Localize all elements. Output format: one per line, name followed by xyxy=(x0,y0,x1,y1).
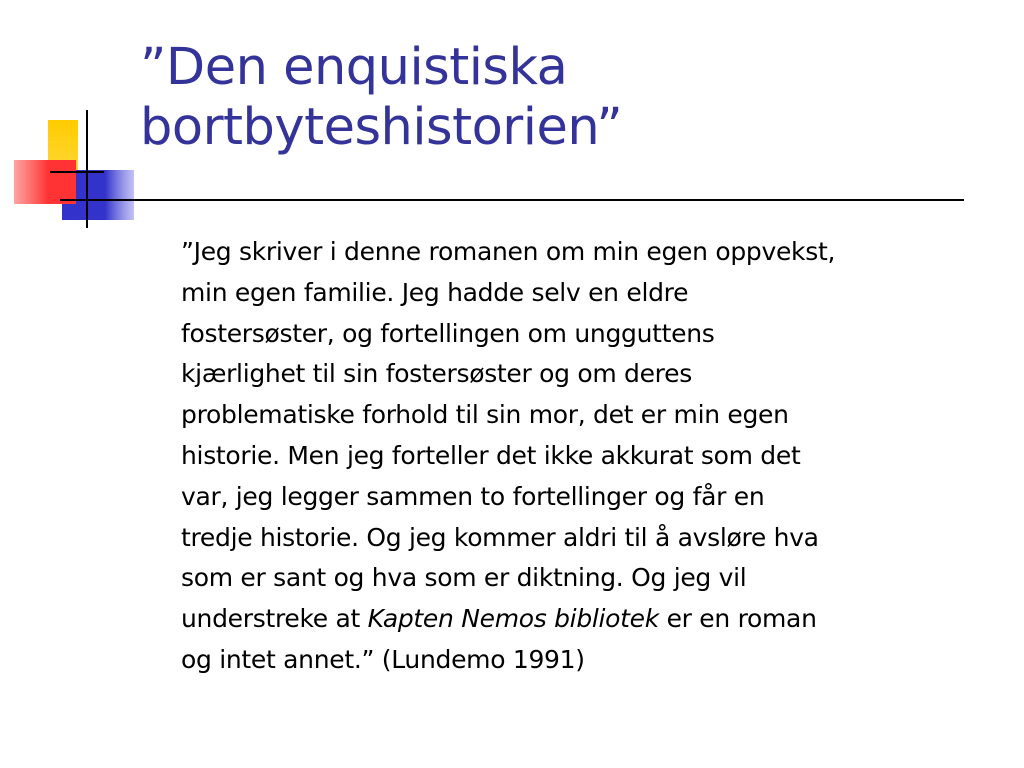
decorative-squares-graphic xyxy=(0,0,160,240)
quote-text: understreke at xyxy=(181,604,368,634)
quote-text: er en roman xyxy=(658,604,817,634)
quote-line: min egen familie. Jeg hadde selv en eldre xyxy=(181,277,689,307)
red-square xyxy=(14,160,76,204)
slide-title xyxy=(140,38,1000,158)
quote-line: som er sant og hva som er diktning. Og jeg vil xyxy=(181,563,747,593)
quote-line: historie. Men jeg forteller det ikke akkurat som det xyxy=(181,440,801,470)
quote-line: problematiske forhold til sin mor, det er min egen xyxy=(181,400,789,430)
quote-line xyxy=(181,599,1001,640)
quote-line: var, jeg legger sammen to fortellinger og får en xyxy=(181,481,765,511)
quote-line: ”Jeg skriver i denne romanen om min egen oppvekst, xyxy=(181,237,836,266)
quote-line: kjærlighet til sin fostersøster og om deres xyxy=(181,359,692,389)
title-underline-rule xyxy=(60,199,964,201)
quote-line: tredje historie. Og jeg kommer aldri til å avsløre hva xyxy=(181,522,819,552)
quote-line: fostersøster, og fortellingen om ungguttens xyxy=(181,318,715,348)
book-title-italic: Kapten Nemos bibliotek xyxy=(367,604,659,634)
title-line-1: ”Den enquistiska xyxy=(140,38,568,97)
title-line-2: bortbyteshistorien” xyxy=(140,98,623,157)
quote-paragraph xyxy=(181,232,1001,681)
quote-line: og intet annet.” (Lundemo 1991) xyxy=(181,644,585,674)
